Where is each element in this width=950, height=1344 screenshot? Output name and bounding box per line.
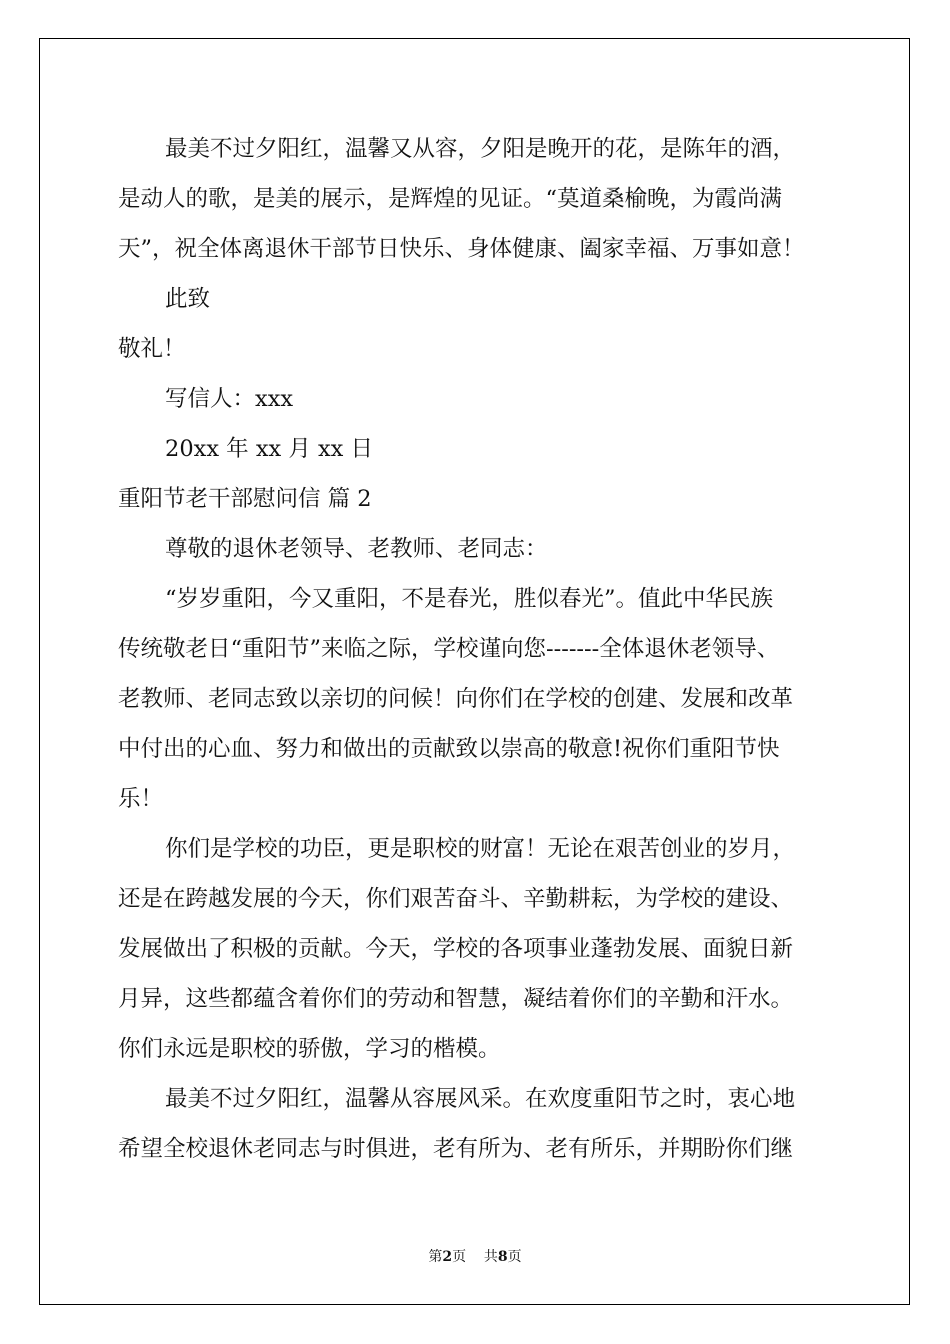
document-body <box>118 124 838 1174</box>
text-line-14: 乐！ <box>118 786 164 812</box>
page-footer <box>0 1246 950 1266</box>
text-line-9: 尊敬的退休老领导、老教师、老同志： <box>165 536 548 562</box>
text-line-19: 你们永远是职校的骄傲，学习的楷模。 <box>118 1036 501 1062</box>
total-prefix: 共 <box>483 1249 498 1265</box>
text-line-11: 传统敬老日“重阳节”来临之际，学校谨向您-------全体退休老领导、 <box>118 636 780 662</box>
total-suffix: 页 <box>507 1249 522 1265</box>
text-line-21: 希望全校退休老同志与时俱进，老有所为、老有所乐，并期盼你们继 <box>118 1136 794 1162</box>
text-line-3: 天”，祝全体离退休干部节日快乐、身体健康、阖家幸福、万事如意！ <box>118 236 805 262</box>
text-line-7: 20xx 年 xx 月 xx 日 <box>165 436 374 462</box>
text-line-17: 发展做出了积极的贡献。今天，学校的各项事业蓬勃发展、面貌日新 <box>118 936 794 962</box>
text-line-1: 最美不过夕阳红，温馨又从容，夕阳是晚开的花，是陈年的酒， <box>165 136 796 162</box>
section-heading: 重阳节老干部慰问信 篇 2 <box>118 486 372 512</box>
text-line-15: 你们是学校的功臣，更是职校的财富！无论在艰苦创业的岁月， <box>165 836 796 862</box>
page-suffix: 页 <box>452 1249 467 1265</box>
text-line-12: 老教师、老同志致以亲切的问候！向你们在学校的创建、发展和改革 <box>118 686 794 712</box>
text-line-16: 还是在跨越发展的今天，你们艰苦奋斗、辛勤耕耘，为学校的建设、 <box>118 886 794 912</box>
text-line-18: 月异，这些都蕴含着你们的劳动和智慧，凝结着你们的辛勤和汗水。 <box>118 986 794 1012</box>
page-prefix: 第 <box>428 1249 443 1265</box>
text-line-10: “岁岁重阳，今又重阳，不是春光，胜似春光”。值此中华民族 <box>165 586 774 612</box>
text-line-5: 敬礼！ <box>118 336 186 362</box>
text-line-20: 最美不过夕阳红，温馨从容展风采。在欢度重阳节之时，衷心地 <box>165 1086 796 1112</box>
text-line-2: 是动人的歌，是美的展示，是辉煌的见证。“莫道桑榆晚，为霞尚满 <box>118 186 783 212</box>
page-number: 2 <box>442 1249 453 1265</box>
text-line-13: 中付出的心血、努力和做出的贡献致以崇高的敬意!祝你们重阳节快 <box>118 736 780 762</box>
total-pages: 8 <box>497 1249 508 1265</box>
text-line-4: 此致 <box>165 286 211 312</box>
text-line-6: 写信人：xxx <box>165 386 294 412</box>
